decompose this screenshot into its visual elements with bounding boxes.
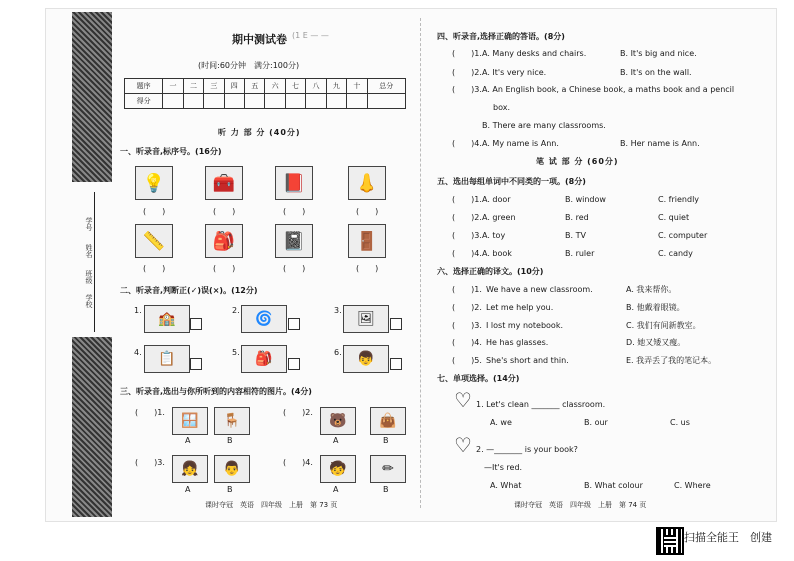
nose-icon: 👃 — [348, 166, 386, 200]
page-divider — [420, 18, 421, 508]
score-cell: 八 — [306, 79, 326, 94]
binding-strip — [72, 12, 112, 518]
q7-option-a: A. What — [490, 481, 522, 490]
q6-english: He has glasses. — [486, 338, 549, 347]
time-info: (时间:60分钟 满分:100分) — [198, 61, 300, 70]
q6-title: 六、选择正确的译文。(10分) — [437, 267, 544, 276]
ruler-icon: 📏 — [135, 224, 173, 258]
score-table-score-row — [125, 94, 406, 109]
bear-icon: 🐻 — [320, 407, 356, 435]
binding-label-name: 姓名 — [85, 244, 93, 258]
score-cell: 十 — [347, 79, 367, 94]
score-cell: 一 — [163, 79, 183, 94]
option-a-label: A — [185, 485, 191, 494]
q7-stem: 2. —_______ is your book? — [476, 445, 578, 454]
binding-label-school: 学校 — [85, 294, 93, 308]
q4-option-a: A. Many desks and chairs. — [482, 49, 587, 58]
q5-option-c: C. computer — [658, 231, 708, 240]
binding-pattern-bottom — [72, 337, 112, 517]
answer-blank[interactable]: ( ) — [143, 207, 166, 216]
option-b-label: B — [383, 436, 389, 445]
q7-option-a: A. we — [490, 418, 512, 427]
q6-english: We have a new classroom. — [486, 285, 593, 294]
answer-blank[interactable]: ( ) — [213, 264, 236, 273]
q4-option-b: B. It's big and nice. — [620, 49, 697, 58]
q5-option-a: A. green — [482, 213, 516, 222]
q6-chinese: B. 他戴着眼镜。 — [626, 303, 685, 312]
answer-blank[interactable]: ( ) — [143, 264, 166, 273]
schoolbag-icon: 🎒 — [241, 345, 287, 373]
score-cell: 六 — [265, 79, 285, 94]
qr-code-icon — [656, 527, 684, 555]
bag-icon: 👜 — [370, 407, 406, 435]
q7-option-b: B. What colour — [584, 481, 643, 490]
q5-option-a: A. book — [482, 249, 512, 258]
score-cell: 七 — [285, 79, 305, 94]
score-cell: 二 — [183, 79, 203, 94]
option-b-label: B — [227, 485, 233, 494]
q1-title: 一、听录音,标序号。(16分) — [120, 147, 222, 156]
q4-option-a: A. An English book, a Chinese book, a maths book and a pencil — [482, 85, 735, 94]
q6-item-num[interactable]: ( )3. — [452, 321, 482, 330]
answer-blank[interactable]: ( ) — [356, 264, 379, 273]
q6-english: Let me help you. — [486, 303, 554, 312]
q6-english: She's short and thin. — [486, 356, 569, 365]
q5-item-num[interactable]: ( )1. — [452, 195, 482, 204]
q7-title: 七、单项选择。(14分) — [437, 374, 520, 383]
q4-option-b: B. Her name is Ann. — [620, 139, 700, 148]
score-cell: 总分 — [367, 79, 405, 94]
child-icon: 🧒 — [320, 455, 356, 483]
answer-box[interactable] — [190, 318, 202, 330]
door-icon: 🚪 — [348, 224, 386, 258]
q4-option-b: B. It's on the wall. — [620, 68, 692, 77]
answer-box[interactable] — [288, 358, 300, 370]
q5-option-b: B. red — [565, 213, 589, 222]
listening-section-title: 听 力 部 分 (40分) — [218, 128, 301, 137]
score-table — [124, 78, 406, 109]
book-icon: 📕 — [275, 166, 313, 200]
classroom-scene-icon: 🪟 — [172, 407, 208, 435]
q5-option-a: A. door — [482, 195, 511, 204]
q6-item-num[interactable]: ( )5. — [452, 356, 482, 365]
binding-label-class: 班级 — [85, 270, 93, 284]
binding-pattern-top — [72, 12, 112, 182]
answer-blank[interactable]: ( ) — [283, 264, 306, 273]
q7-stem: 1. Let's clean _______ classroom. — [476, 400, 606, 409]
q5-option-c: C. quiet — [658, 213, 690, 222]
q2-title: 二、听录音,判断正(✓)误(×)。(12分) — [120, 286, 258, 295]
score-input-cell[interactable] — [367, 94, 405, 109]
picture-icon: 🖼 — [343, 305, 389, 333]
option-a-label: A — [333, 436, 339, 445]
q4-item-num[interactable]: ( )3. — [452, 85, 482, 94]
girl-icon: 👧 — [172, 455, 208, 483]
q4-option-a: A. My name is Ann. — [482, 139, 559, 148]
q5-option-a: A. toy — [482, 231, 506, 240]
score-input-cell[interactable] — [326, 94, 346, 109]
q6-chinese: D. 她又矮又瘦。 — [626, 338, 686, 347]
answer-box[interactable] — [288, 318, 300, 330]
q4-item-num[interactable]: ( )1. — [452, 49, 482, 58]
score-input-cell[interactable] — [163, 94, 183, 109]
q5-option-b: B. ruler — [565, 249, 595, 258]
corner-text: (1 E — — — [292, 31, 329, 40]
score-input-cell[interactable] — [347, 94, 367, 109]
score-input-cell[interactable] — [285, 94, 305, 109]
score-cell: 题序 — [125, 79, 163, 94]
score-cell: 五 — [245, 79, 265, 94]
q4-item-num[interactable]: ( )2. — [452, 68, 482, 77]
q3-item-num[interactable]: ( )3. — [135, 458, 165, 467]
score-input-cell[interactable] — [204, 94, 224, 109]
q4-option-a: A. It's very nice. — [482, 68, 547, 77]
q2-item-num: 3. — [334, 306, 342, 315]
q6-chinese: E. 我弄丢了我的笔记本。 — [626, 356, 717, 365]
q2-item-num: 6. — [334, 348, 342, 357]
q5-item-num[interactable]: ( )4. — [452, 249, 482, 258]
q3-item-num[interactable]: ( )1. — [135, 408, 165, 417]
q2-item-num: 5. — [232, 348, 240, 357]
q7-option-b: B. our — [584, 418, 608, 427]
desk-scene-icon: 🪑 — [214, 407, 250, 435]
classroom-icon: 🏫 — [144, 305, 190, 333]
score-cell: 九 — [326, 79, 346, 94]
heart-answer-icon[interactable]: ♡ — [454, 388, 472, 412]
boy-icon: 👦 — [343, 345, 389, 373]
man-icon: 👨 — [214, 455, 250, 483]
q2-item-num: 4. — [134, 348, 142, 357]
notebook-icon: 📓 — [275, 224, 313, 258]
q5-option-c: C. candy — [658, 249, 693, 258]
answer-blank[interactable]: ( ) — [213, 207, 236, 216]
q5-option-c: C. friendly — [658, 195, 700, 204]
option-a-label: A — [333, 485, 339, 494]
answer-box[interactable] — [390, 358, 402, 370]
answer-blank[interactable]: ( ) — [356, 207, 379, 216]
q4-item-num[interactable]: ( )4. — [452, 139, 482, 148]
score-input-cell[interactable] — [265, 94, 285, 109]
scanner-watermark: 扫描全能王 创建 — [684, 531, 772, 544]
q3-title: 三、听录音,选出与你所听到的内容相符的图片。(4分) — [120, 387, 312, 396]
q5-title: 五、选出每组单词中不同类的一项。(8分) — [437, 177, 586, 186]
q6-chinese: A. 我来帮你。 — [626, 285, 677, 294]
binding-line — [94, 192, 95, 332]
q7-option-c: C. us — [670, 418, 690, 427]
lamp-icon: 💡 — [135, 166, 173, 200]
q5-item-num[interactable]: ( )3. — [452, 231, 482, 240]
q3-item-num[interactable]: ( )4. — [283, 458, 313, 467]
fans-icon: 🌀 — [241, 305, 287, 333]
q3-item-num[interactable]: ( )2. — [283, 408, 313, 417]
option-b-label: B — [227, 436, 233, 445]
score-input-cell[interactable] — [245, 94, 265, 109]
q6-chinese: C. 我们有间新教室。 — [626, 321, 701, 330]
score-input-cell[interactable] — [306, 94, 326, 109]
bag-icon: 🎒 — [205, 224, 243, 258]
board-icon: 📋 — [144, 345, 190, 373]
q5-item-num[interactable]: ( )2. — [452, 213, 482, 222]
q5-option-b: B. TV — [565, 231, 586, 240]
pencil-box-icon: ✏ — [370, 455, 406, 483]
q2-item-num: 1. — [134, 306, 142, 315]
q6-item-num[interactable]: ( )4. — [452, 338, 482, 347]
writing-section-title: 笔 试 部 分 (60分) — [536, 157, 619, 166]
q4-title: 四、听录音,选择正确的答语。(8分) — [437, 32, 565, 41]
q7-response: —It's red. — [484, 463, 523, 472]
page-title: 期中测试卷 — [232, 33, 287, 46]
answer-box[interactable] — [390, 318, 402, 330]
q6-item-num[interactable]: ( )2. — [452, 303, 482, 312]
score-input-cell[interactable] — [183, 94, 203, 109]
q6-item-num[interactable]: ( )1. — [452, 285, 482, 294]
score-input-cell[interactable] — [224, 94, 244, 109]
score-table-header-row — [125, 79, 406, 94]
answer-box[interactable] — [190, 358, 202, 370]
option-b-label: B — [383, 485, 389, 494]
score-row-label: 得分 — [125, 94, 163, 109]
toolbox-icon: 🧰 — [205, 166, 243, 200]
heart-answer-icon[interactable]: ♡ — [454, 433, 472, 457]
q5-option-b: B. window — [565, 195, 606, 204]
footer-right: 课时夺冠 英语 四年级 上册 第 74 页 — [514, 501, 647, 509]
q4-option-b: B. There are many classrooms. — [482, 121, 606, 130]
q7-option-c: C. Where — [674, 481, 711, 490]
binding-label-number: 学号 — [85, 217, 93, 231]
q6-english: I lost my notebook. — [486, 321, 564, 330]
footer-left: 课时夺冠 英语 四年级 上册 第 73 页 — [205, 501, 338, 509]
score-cell: 四 — [224, 79, 244, 94]
score-cell: 三 — [204, 79, 224, 94]
option-a-label: A — [185, 436, 191, 445]
answer-blank[interactable]: ( ) — [283, 207, 306, 216]
q4-option-a-continued: box. — [493, 103, 511, 112]
q2-item-num: 2. — [232, 306, 240, 315]
